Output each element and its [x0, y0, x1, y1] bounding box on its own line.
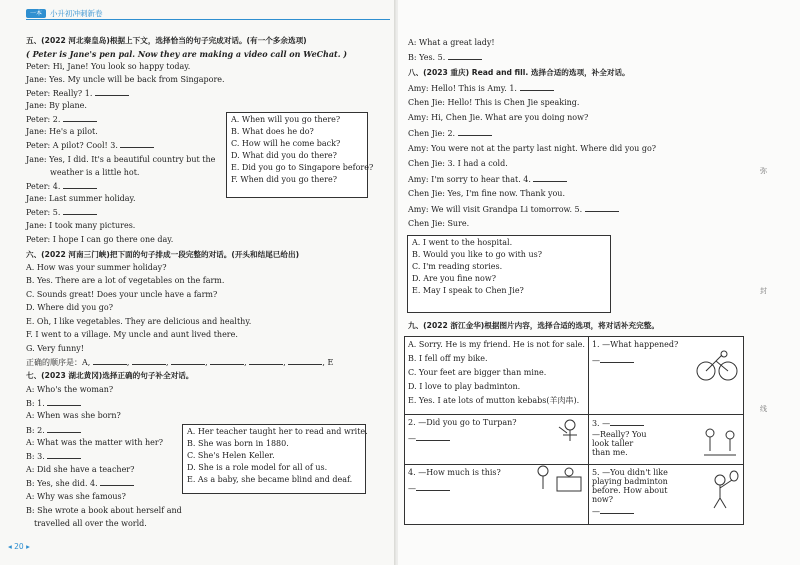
sec5-line: Peter: 2. [26, 114, 97, 125]
answer-blank[interactable] [63, 114, 97, 122]
option: F. When did you go there? [231, 175, 337, 184]
answer-blank[interactable] [63, 207, 97, 215]
answer-blank[interactable] [610, 418, 644, 426]
sec8-line: Chen Jie: Sure. [408, 219, 470, 228]
answer-blank[interactable] [95, 88, 129, 96]
sec5-line: Peter: 4. [26, 181, 97, 192]
page-number: ◂ 20 ▸ [8, 542, 30, 551]
sec8-line: Amy: You were not at the party last night. Where did you go? [408, 144, 657, 153]
sec8-line: Amy: We will visit Grandpa Li tomorrow. 5. [408, 204, 619, 215]
sec9-options-cell [405, 337, 589, 415]
two-girls-illustration [700, 427, 740, 457]
sec5-title: 五、(2022 河北秦皇岛)根据上下文，选择恰当的句子完成对话。(有一个多余选项) [26, 36, 307, 45]
sec5-options-box [226, 112, 374, 198]
option: E. May I speak to Chen Jie? [412, 286, 524, 295]
sec7-line: B: Yes, she did. 4. [26, 478, 134, 489]
option: C. I'm reading stories. [412, 262, 503, 271]
sec5-line: Jane: Yes, I did. It's a beautiful country but the [26, 155, 216, 164]
sec5-line: Peter: 5. [26, 207, 97, 218]
sec6-line: G. Very funny! [26, 344, 85, 353]
option: D. She is a role model for all of us. [187, 463, 328, 472]
order-blank[interactable] [249, 357, 283, 365]
side-mark: 封 [760, 287, 767, 295]
shop-pet-illustration [533, 463, 585, 495]
sec7-line: B: 1. [26, 398, 81, 409]
answer-blank[interactable] [47, 425, 81, 433]
sec7-tail: A: What a great lady! [408, 38, 495, 47]
series-tag: 一本 [26, 9, 46, 18]
sec8-line: Chen Jie: 2. [408, 128, 492, 139]
sec5-line: Peter: I hope I can go there one day. [26, 235, 174, 244]
answer-blank[interactable] [63, 181, 97, 189]
option: C. She's Helen Keller. [187, 451, 275, 460]
option: A. I went to the hospital. [412, 238, 513, 247]
sec7-line: B: She wrote a book about herself and [26, 506, 182, 515]
sec5-line: Peter: Hi, Jane! You look so happy today. [26, 62, 191, 71]
sec9-cell-4: 4. —How much is this? — [405, 465, 589, 525]
sec7-line: A: What was the matter with her? [26, 438, 164, 447]
brand-title: 小升初冲刺新卷 [50, 9, 103, 18]
option: B. What does he do? [231, 127, 314, 136]
sec5-subtitle: ( Peter is Jane's pen pal. Now they are making a video call on WeChat. ) [26, 49, 348, 59]
sec9-cell-3: 3. — —Really? You look taller than me. [588, 415, 743, 465]
sec8-options-box [407, 235, 611, 313]
sec8-line: Amy: Hello! This is Amy. 1. [408, 83, 554, 94]
option: A. Her teacher taught her to read and write. [187, 427, 368, 436]
sec6-line: F. I went to a village. My uncle and aunt lived there. [26, 330, 238, 339]
sec7-line: travelled all over the world. [34, 519, 147, 528]
answer-blank[interactable] [448, 52, 482, 60]
sec7-line: B: 2. [26, 425, 81, 436]
sec5-line: Jane: He's a pilot. [26, 127, 98, 136]
option: D. Are you fine now? [412, 274, 496, 283]
sec8-line: Amy: I'm sorry to hear that. 4. [408, 174, 567, 185]
sec6-line: D. Where did you go? [26, 303, 114, 312]
sec9-grid [404, 336, 744, 525]
boy-eating-kebab-illustration [555, 417, 585, 447]
sec9-cell-1: 1. —What happened? — [588, 337, 743, 415]
option: B. I fell off my bike. [408, 354, 488, 363]
sec6-line: A. How was your summer holiday? [26, 263, 167, 272]
option: A. Sorry. He is my friend. He is not for sale. [408, 340, 585, 349]
order-blank[interactable] [171, 357, 205, 365]
option: A. When will you go there? [231, 115, 341, 124]
option: D. What did you do there? [231, 151, 337, 160]
badminton-player-illustration [706, 470, 740, 510]
sec5-line: Peter: Really? 1. [26, 88, 129, 99]
sec8-title: 八、(2023 重庆) Read and fill. 选择合适的选项，补全对话。 [408, 68, 630, 77]
header-rule [26, 19, 390, 20]
fallen-bike-illustration [694, 349, 740, 383]
order-blank[interactable] [288, 357, 322, 365]
sec9-title: 九、(2022 浙江金华)根据图片内容，选择合适的选项，将对话补充完整。 [408, 321, 659, 330]
sec5-line: Jane: Last summer holiday. [26, 194, 136, 203]
option: E. Yes. I ate lots of mutton kebabs(羊肉串). [408, 396, 580, 405]
answer-blank[interactable] [533, 174, 567, 182]
answer-blank[interactable] [600, 355, 634, 363]
option: D. I love to play badminton. [408, 382, 521, 391]
side-mark: 线 [760, 405, 767, 413]
left-page [0, 0, 396, 565]
answer-blank[interactable] [100, 478, 134, 486]
option: E. Did you go to Singapore before? [231, 163, 374, 172]
sec8-line: Chen Jie: Yes, I'm fine now. Thank you. [408, 189, 565, 198]
sec7-options-box [182, 424, 366, 494]
sec5-line: weather is a little hot. [50, 168, 140, 177]
sec7-title: 七、(2023 湖北黄冈)选择正确的句子补全对话。 [26, 371, 194, 380]
answer-blank[interactable] [47, 398, 81, 406]
sec5-line: Jane: Yes. My uncle will be back from Singapore. [26, 75, 225, 84]
sec6-title: 六、(2022 河南三门峡)把下面的句子排成一段完整的对话。(开头和结尾已给出) [26, 250, 300, 259]
sec5-line: Jane: I took many pictures. [26, 221, 136, 230]
answer-blank[interactable] [416, 483, 450, 491]
order-blank[interactable] [210, 357, 244, 365]
answer-blank[interactable] [585, 204, 619, 212]
sec7-line: B: 3. [26, 451, 81, 462]
sec7-line: A: Who's the woman? [26, 385, 114, 394]
sec7-line: A: When was she born? [26, 411, 121, 420]
answer-blank[interactable] [520, 83, 554, 91]
sec7-tail: B: Yes. 5. [408, 52, 482, 63]
sec9-cell-2: 2. —Did you go to Turpan? — [405, 415, 589, 465]
sec9-cell-5: 5. —You didn't like playing badminton before. How about now? — [588, 465, 743, 525]
option: B. She was born in 1880. [187, 439, 289, 448]
sec7-line: A: Did she have a teacher? [26, 465, 135, 474]
option: C. How will he come back? [231, 139, 341, 148]
sec5-line: Jane: By plane. [26, 101, 87, 110]
sec6-line: E. Oh, I like vegetables. They are delicious and healthy. [26, 317, 252, 326]
side-mark: 弥 [760, 167, 767, 175]
answer-blank[interactable] [120, 140, 154, 148]
sec8-line: Chen Jie: 3. I had a cold. [408, 159, 508, 168]
answer-blank[interactable] [600, 506, 634, 514]
option: C. Your feet are bigger than mine. [408, 368, 547, 377]
order-blank[interactable] [93, 357, 127, 365]
option: B. Would you like to go with us? [412, 250, 543, 259]
answer-blank[interactable] [416, 433, 450, 441]
sec6-line: B. Yes. There are a lot of vegetables on the farm. [26, 276, 225, 285]
answer-blank[interactable] [47, 451, 81, 459]
order-blank[interactable] [132, 357, 166, 365]
option: E. As a baby, she became blind and deaf. [187, 475, 353, 484]
sec6-line: C. Sounds great! Does your uncle have a farm? [26, 290, 218, 299]
sec7-line: A: Why was she famous? [26, 492, 126, 501]
answer-blank[interactable] [458, 128, 492, 136]
sec5-line: Peter: A pilot? Cool! 3. [26, 140, 154, 151]
sec8-line: Chen Jie: Hello! This is Chen Jie speaking. [408, 98, 580, 107]
sec8-line: Amy: Hi, Chen Jie. What are you doing now? [408, 113, 589, 122]
order-line: 正确的顺序是：A, , , , , , , E [26, 358, 334, 367]
